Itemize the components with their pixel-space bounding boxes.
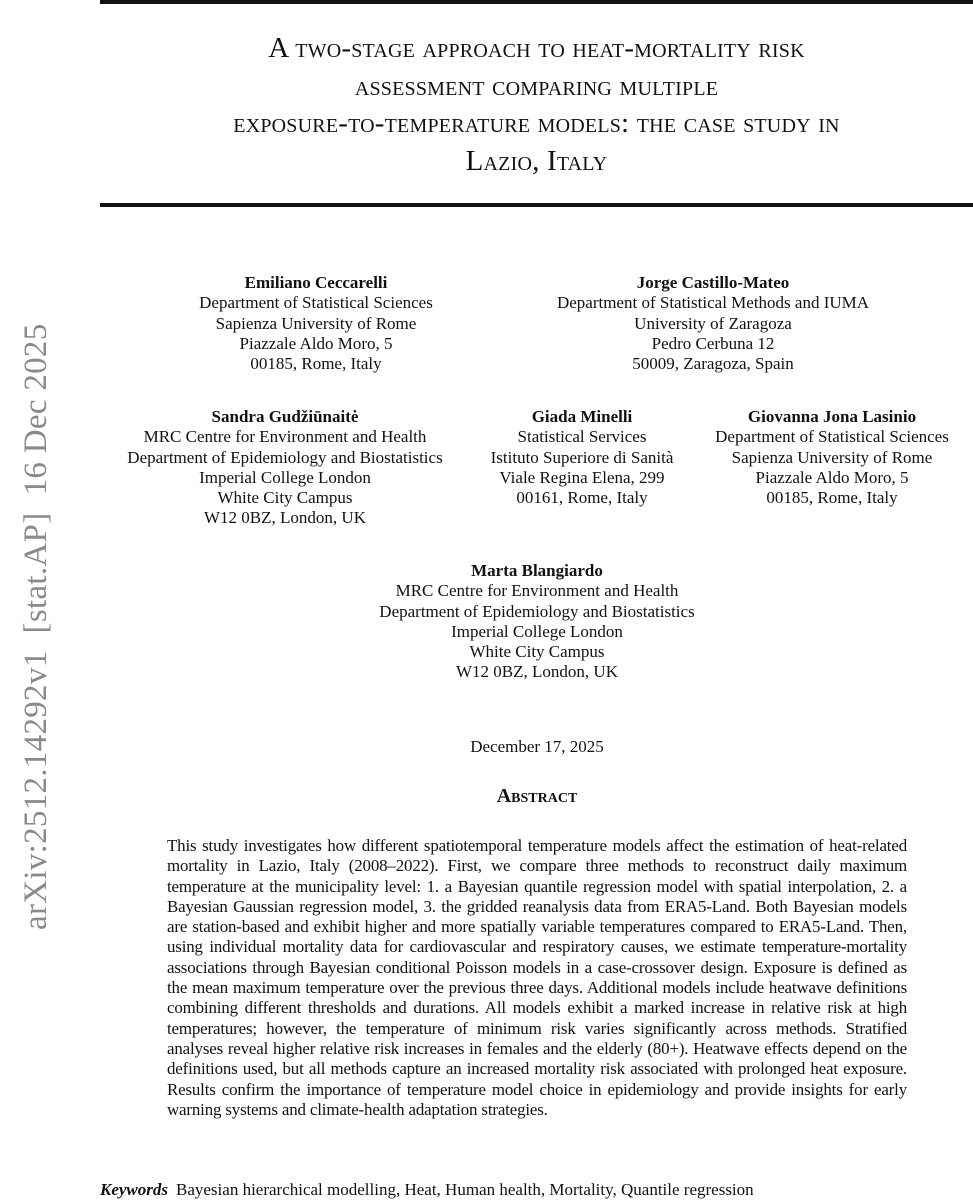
affiliation-line: Imperial College London [451, 621, 623, 641]
top-rule [100, 0, 973, 4]
affiliation-line: University of Zaragoza [634, 313, 792, 333]
keywords-list: Bayesian hierarchical modelling, Heat, Human health, Mortality, Quantile regression [176, 1180, 754, 1199]
author-block [127, 407, 442, 529]
affiliation-line: Department of Statistical Sciences [199, 293, 433, 313]
bottom-title-rule [100, 203, 973, 207]
author-name: Giovanna Jona Lasinio [747, 407, 917, 426]
affiliation-line: Department of Epidemiology and Biostatistics [127, 447, 443, 467]
affiliation-line: 00161, Rome, Italy [516, 488, 648, 508]
affiliation-line: Department of Statistical Methods and IUMA [556, 293, 870, 313]
affiliation-line: MRC Centre for Environment and Health [395, 581, 679, 601]
affiliation-line: MRC Centre for Environment and Health [143, 427, 427, 447]
affiliation-line: Sapienza University of Rome [731, 447, 933, 467]
author-block [715, 407, 949, 508]
title-line: A two-stage approach to heat-mortality risk [268, 32, 805, 64]
affiliation-line: White City Campus [469, 642, 605, 662]
author-block [491, 407, 674, 508]
affiliation-line: W12 0BZ, London, UK [456, 662, 618, 682]
affiliation-line: White City Campus [217, 488, 353, 508]
affiliation-line: Statistical Services [517, 427, 647, 447]
affiliation-line: Sapienza University of Rome [215, 313, 417, 333]
affiliation-line: Imperial College London [199, 467, 371, 487]
keywords-label: Keywords [100, 1180, 168, 1199]
author-block [379, 561, 694, 683]
affiliation-line: Piazzale Aldo Moro, 5 [755, 467, 909, 487]
title-line: Lazio, Italy [465, 144, 608, 177]
affiliation-line: W12 0BZ, London, UK [204, 508, 366, 528]
title-line: exposure-to-temperature models: the case study in [233, 107, 840, 139]
author-block [199, 273, 433, 374]
paper-title [100, 30, 973, 180]
affiliation-line: Piazzale Aldo Moro, 5 [239, 333, 393, 353]
affiliation-line: Viale Regina Elena, 299 [499, 467, 665, 487]
keywords [100, 1180, 754, 1200]
affiliation-line: 00185, Rome, Italy [250, 354, 382, 374]
author-name: Emiliano Ceccarelli [244, 273, 388, 292]
affiliation-line: Pedro Cerbuna 12 [651, 333, 775, 353]
author-name: Sandra Gudžiūnaitė [211, 407, 359, 426]
affiliation-line: Istituto Superiore di Sanità [490, 447, 674, 467]
author-name: Giada Minelli [531, 407, 633, 426]
abstract-text: This study investigates how different spatiotemporal temperature models affect the estimation of heat-related mortality in Lazio, Italy (2008–2022). First, we compare three methods to reconstruct daily maximum temperature at the municipality level: 1. a Bayesian quantile regression model with spatial interpolation, 2. a Bayesian Gaussian regression model, 3. the gridded reanalysis data from ERA5-Land. Both Bayesian models are station-based and exhibit higher and more spatially variable temperatures compared to ERA5-Land. Then, using individual mortality data for cardiovascular and respiratory causes, we estimate temperature-mortality associations through Bayesian conditional Poisson models in a case-crossover design. Exposure is defined as the mean maximum temperature over the previous three days. Additional models include heatwave definitions combining different thresholds and durations. All models exhibit a marked increase in relative risk at high temperatures; however, the temperature of minimum risk varies significantly across methods. Stratified analyses reveal higher relative risk increases in females and the elderly (80+). Heatwave effects depend on the definitions used, but all methods capture an increased mortality risk associated with prolonged heat exposure. Results confirm the importance of temperature model choice in epidemiology and provide insights for early warning systems and climate-health adaptation strategies. [167, 836, 907, 1119]
affiliation-line: Department of Epidemiology and Biostatistics [379, 601, 695, 621]
arxiv-stamp: arXiv:2512.14292v1 [stat.AP] 16 Dec 2025 [18, 323, 54, 930]
author-block [557, 273, 869, 374]
author-name: Marta Blangiardo [471, 561, 603, 580]
affiliation-line: 50009, Zaragoza, Spain [632, 354, 794, 374]
title-line: assessment comparing multiple [354, 69, 719, 102]
affiliation-line: 00185, Rome, Italy [766, 488, 898, 508]
affiliation-line: Department of Statistical Sciences [715, 427, 949, 447]
abstract-heading: Abstract [496, 785, 578, 807]
author-name: Jorge Castillo-Mateo [636, 273, 790, 292]
paper-date: December 17, 2025 [470, 737, 604, 756]
